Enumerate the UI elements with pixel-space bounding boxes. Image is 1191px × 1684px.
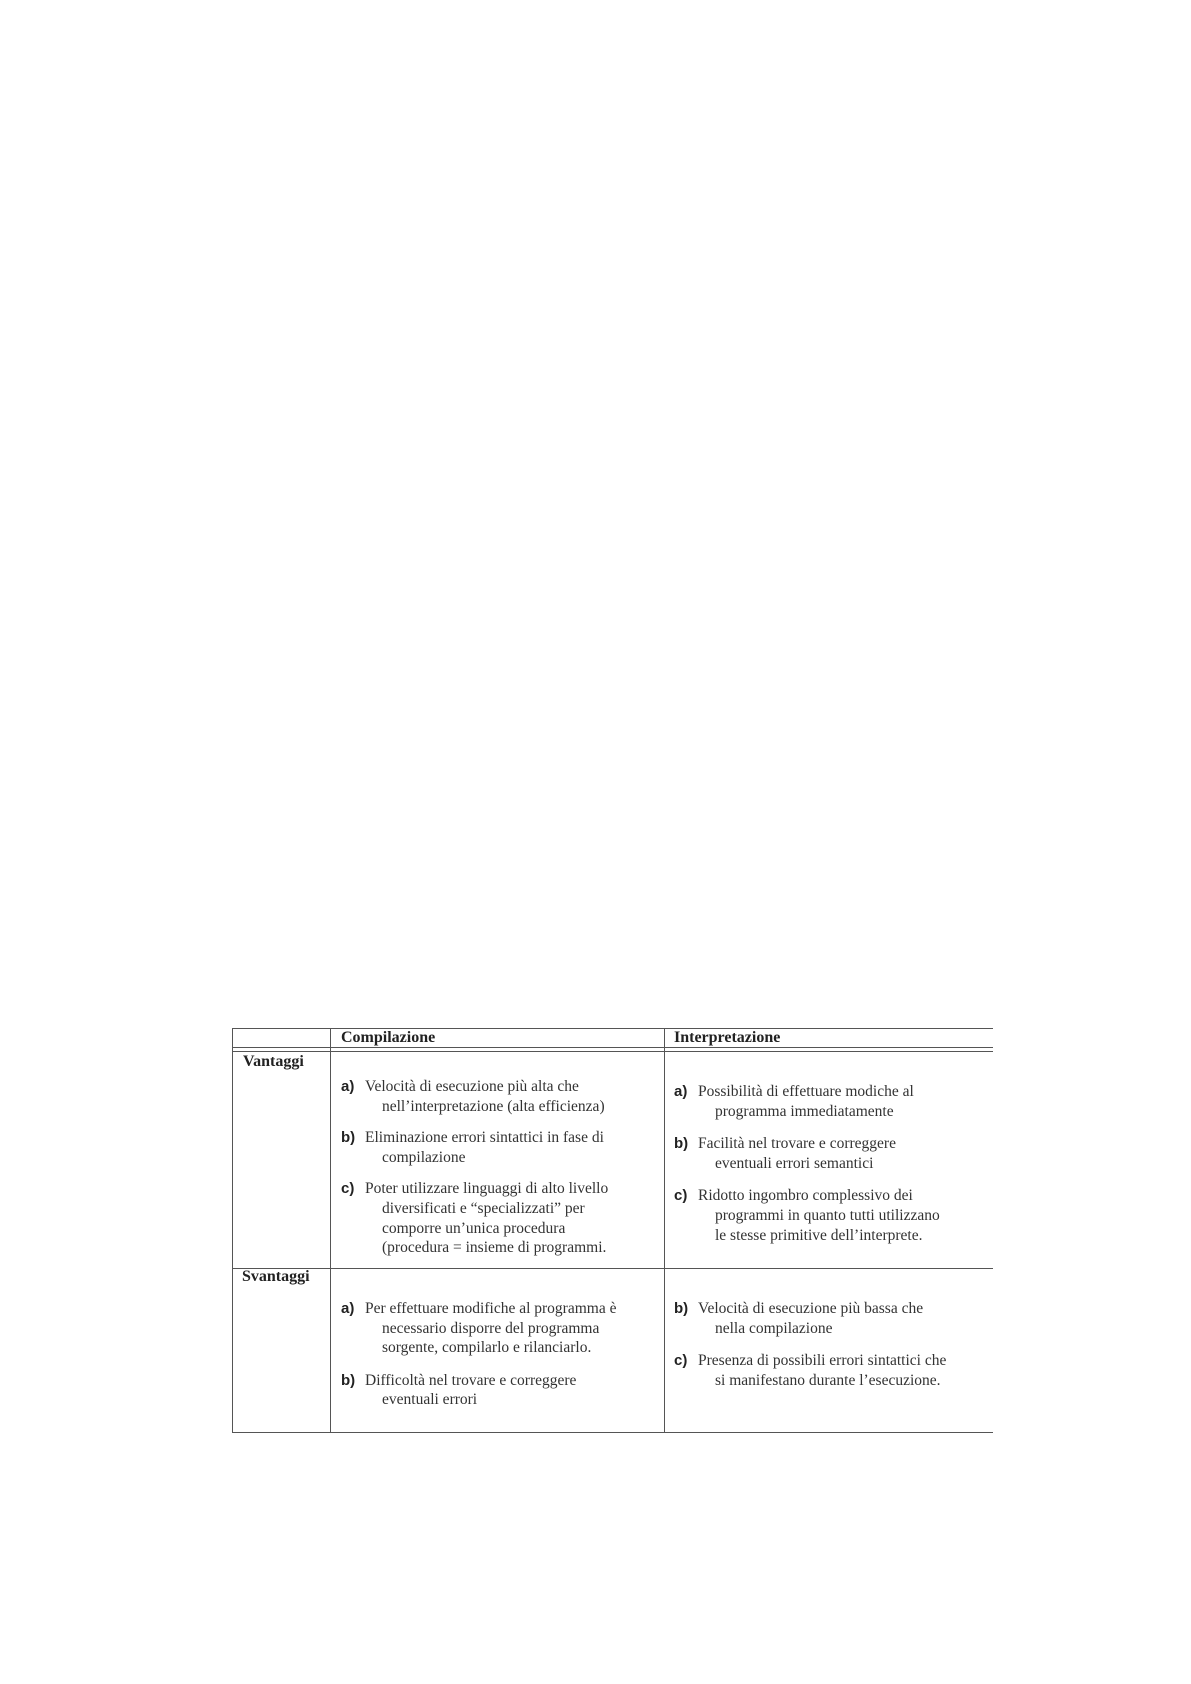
item-marker: b) [674, 1135, 689, 1153]
list-item [674, 1134, 940, 1173]
list-item [674, 1351, 946, 1390]
item-text-line: eventuali errori semantici [715, 1154, 874, 1172]
item-text-line: Velocità di esecuzione più alta che [365, 1078, 579, 1095]
item-text-line: diversificati e “specializzati” per [382, 1199, 585, 1217]
item-text-line: sorgente, compilarlo e rilanciarlo. [382, 1339, 592, 1357]
item-text-line: Velocità di esecuzione più bassa che [698, 1300, 924, 1317]
item-marker: b) [341, 1129, 356, 1147]
item-text-line: nell’interpretazione (alta efficienza) [382, 1097, 605, 1115]
item-marker: c) [674, 1352, 688, 1370]
row-label-vantaggi: Vantaggi [243, 1053, 304, 1070]
item-text-line: Facilità nel trovare e correggere [698, 1135, 896, 1153]
item-text-line: programma immediatamente [715, 1102, 894, 1120]
item-text-line: Eliminazione errori sintattici in fase di [365, 1129, 604, 1147]
item-text-line: eventuali errori [382, 1391, 478, 1409]
item-text-line: necessario disporre del programma [382, 1319, 600, 1337]
item-text-line: comporre un’unica procedura [382, 1219, 566, 1237]
column-rule-2 [664, 1028, 665, 1433]
item-marker: a) [341, 1300, 355, 1317]
list-item [341, 1077, 608, 1116]
item-text-line: nella compilazione [715, 1319, 833, 1337]
item-marker: a) [674, 1083, 688, 1100]
column-rule-1 [330, 1028, 331, 1433]
table-bottom-rule [232, 1432, 993, 1433]
item-text-line: si manifestano durante l’esecuzione. [715, 1371, 941, 1389]
header-rule-lower [232, 1051, 993, 1052]
cell-vantaggi-interpretazione [674, 1082, 940, 1245]
list-item [674, 1082, 940, 1121]
row-label-svantaggi: Svantaggi [242, 1268, 310, 1285]
item-text-line: Possibilità di effettuare modiche al [698, 1083, 914, 1100]
item-marker: b) [341, 1371, 356, 1389]
item-text-line: (procedura = insieme di programmi. [382, 1239, 607, 1257]
item-text-line: le stesse primitive dell’interprete. [715, 1226, 923, 1244]
item-text-line: compilazione [382, 1148, 466, 1166]
list-item [341, 1299, 616, 1358]
list-item [674, 1186, 940, 1245]
item-marker: c) [674, 1187, 688, 1205]
item-marker: a) [341, 1078, 355, 1095]
list-item [341, 1128, 608, 1167]
cell-vantaggi-compilazione [341, 1077, 608, 1270]
item-text-line: Poter utilizzare linguaggi di alto livello [365, 1180, 609, 1198]
item-text-line: Per effettuare modifiche al programma è [365, 1300, 617, 1317]
item-marker: c) [341, 1180, 355, 1198]
item-text-line: Presenza di possibili errori sintattici che [698, 1352, 947, 1370]
table-left-rule [232, 1028, 233, 1433]
item-marker: b) [674, 1300, 689, 1317]
cell-svantaggi-interpretazione [674, 1299, 946, 1390]
header-rule-upper [232, 1047, 993, 1048]
list-item [341, 1179, 608, 1257]
column-header-compilazione: Compilazione [341, 1029, 436, 1046]
item-text-line: Difficoltà nel trovare e correggere [365, 1371, 577, 1389]
list-item [341, 1371, 616, 1410]
cell-svantaggi-compilazione [341, 1299, 616, 1410]
item-text-line: Ridotto ingombro complessivo dei [698, 1187, 913, 1205]
item-text-line: programmi in quanto tutti utilizzano [715, 1206, 940, 1224]
column-header-interpretazione: Interpretazione [674, 1029, 781, 1046]
list-item [674, 1299, 946, 1338]
